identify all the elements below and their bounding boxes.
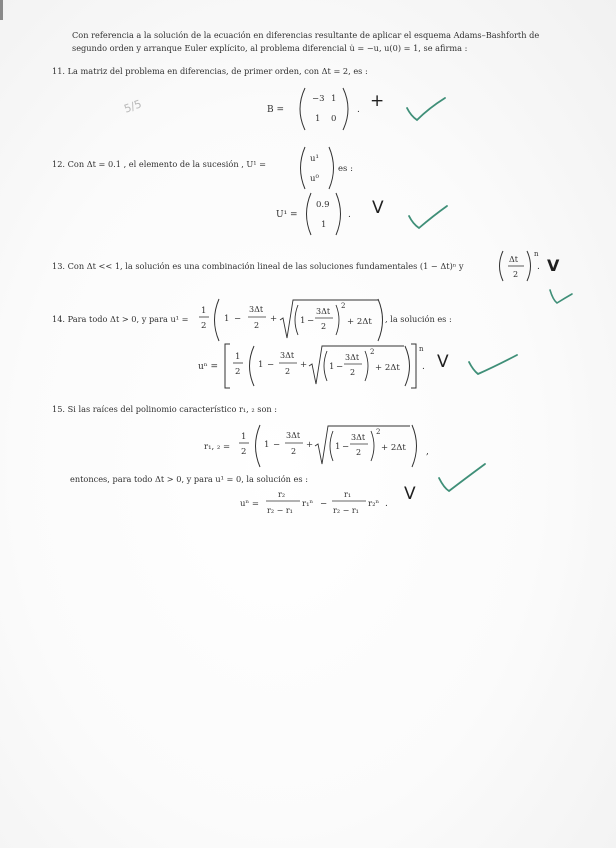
svg-text:−: − <box>342 442 350 452</box>
q11-handwritten-mark: + <box>370 91 385 111</box>
svg-text:1: 1 <box>201 306 207 316</box>
svg-text:3Δt: 3Δt <box>345 353 360 362</box>
svg-text:2: 2 <box>321 322 327 331</box>
svg-text:2: 2 <box>201 321 207 331</box>
svg-text:1: 1 <box>300 316 306 326</box>
svg-text:uⁿ =: uⁿ = <box>240 499 259 509</box>
pencil-score-note: 5/5 <box>122 97 144 116</box>
svg-text:r₂ⁿ: r₂ⁿ <box>368 499 380 509</box>
q14-check-icon <box>466 350 520 378</box>
intro-line-1: Con referencia a la solución de la ecuación en diferencias resultante de aplicar el esquema Adams–Bashforth de <box>72 30 540 40</box>
svg-text:1: 1 <box>224 314 230 324</box>
svg-text:3Δt: 3Δt <box>316 307 331 316</box>
svg-text:r₂ − r₁: r₂ − r₁ <box>267 506 293 515</box>
q13-sup: n <box>534 250 539 258</box>
svg-text:2: 2 <box>235 367 241 377</box>
q12-vec-top: u¹ <box>310 154 319 164</box>
svg-text:2: 2 <box>291 447 297 456</box>
svg-text:2: 2 <box>241 447 247 457</box>
q14-statement-start: 14. Para todo Δt > 0, y para u¹ = <box>52 314 189 324</box>
q15-solution-formula <box>240 486 396 520</box>
svg-text:r₁ⁿ: r₁ⁿ <box>302 499 314 509</box>
svg-text:−: − <box>307 316 315 326</box>
svg-text:r₂: r₂ <box>278 490 286 499</box>
svg-text:r₁, ₂ =: r₁, ₂ = <box>204 442 231 452</box>
svg-text:−: − <box>273 440 281 450</box>
q11-check-icon <box>403 94 449 126</box>
q11-m22: 0 <box>331 114 337 124</box>
svg-text:2: 2 <box>285 367 291 376</box>
q11-m12: 1 <box>331 94 337 104</box>
q15-check-icon <box>436 460 488 494</box>
svg-text:3Δt: 3Δt <box>286 431 301 440</box>
svg-text:r₁: r₁ <box>344 490 352 499</box>
svg-text:2: 2 <box>341 302 346 310</box>
svg-text:+ 2Δt: + 2Δt <box>381 443 406 453</box>
svg-text:3Δt: 3Δt <box>280 351 295 360</box>
q12-v-bot: 1 <box>321 220 327 230</box>
svg-text:+: + <box>300 360 308 370</box>
svg-text:+ 2Δt: + 2Δt <box>347 317 372 327</box>
svg-text:2: 2 <box>350 368 356 377</box>
q11-lhs: B = <box>267 105 285 115</box>
svg-text:−: − <box>336 362 344 372</box>
q13-statement: 13. Con Δt << 1, la solución es una combinación lineal de las soluciones fundamentales (1 − Δt)ⁿ y <box>52 261 464 271</box>
q14-initial-value-formula <box>196 296 386 344</box>
q11-statement: 11. La matriz del problema en diferencias, de primer orden, con Δt = 2, es : <box>52 66 368 76</box>
q13-frac-num: Δt <box>509 255 518 264</box>
svg-text:3Δt: 3Δt <box>351 433 366 442</box>
q12-check-icon <box>405 200 451 234</box>
svg-text:2: 2 <box>356 448 362 457</box>
q12-end: . <box>348 210 351 220</box>
q11-matrix <box>265 84 375 134</box>
q12-lhs: U¹ = <box>276 210 298 220</box>
q14-statement-end: , la solución es : <box>385 314 452 324</box>
svg-text:1: 1 <box>235 352 241 362</box>
q11-m11: −3 <box>312 94 325 104</box>
q11-m21: 1 <box>315 114 321 124</box>
svg-text:1: 1 <box>258 360 264 370</box>
svg-text:1: 1 <box>335 442 341 452</box>
q13-check-icon <box>547 286 575 308</box>
svg-text:n: n <box>419 345 424 353</box>
svg-text:+: + <box>306 440 314 450</box>
svg-text:−: − <box>320 499 328 509</box>
svg-text:1: 1 <box>241 432 247 442</box>
q12-vector-u <box>296 144 366 192</box>
svg-text:r₂ − r₁: r₂ − r₁ <box>333 506 359 515</box>
q13-frac-den: 2 <box>513 270 519 279</box>
svg-text:−: − <box>234 314 242 324</box>
svg-text:2: 2 <box>376 428 381 436</box>
q12-v-top: 0.9 <box>316 200 330 210</box>
svg-text:+ 2Δt: + 2Δt <box>375 363 400 373</box>
q13-fraction <box>496 248 548 286</box>
svg-text:,: , <box>426 447 429 457</box>
q13-handwritten-mark: V <box>547 256 560 275</box>
intro-line-2: segundo orden y arranque Euler explícito, al problema diferencial u̇ = −u, u(0) = 1, se afirma : <box>72 43 468 53</box>
svg-text:1: 1 <box>264 440 270 450</box>
q15-statement: 15. Si las raíces del polinomio característico r₁, ₂ son : <box>52 404 278 414</box>
svg-text:2: 2 <box>370 348 375 356</box>
q12-handwritten-mark: V <box>372 198 384 218</box>
svg-text:1: 1 <box>329 362 335 372</box>
svg-text:+: + <box>270 314 278 324</box>
q14-handwritten-mark: V <box>437 352 449 372</box>
svg-text:2: 2 <box>254 321 260 330</box>
svg-text:3Δt: 3Δt <box>249 305 264 314</box>
q14-solution-formula <box>198 342 434 390</box>
q12-statement: 12. Con Δt = 0.1 , el elemento de la sucesión , U¹ = <box>52 159 267 169</box>
q15-handwritten-mark: V <box>404 484 416 504</box>
svg-text:uⁿ =: uⁿ = <box>198 362 219 372</box>
scan-edge-shadow <box>0 0 3 20</box>
svg-text:.: . <box>385 499 388 509</box>
q15-then-statement: entonces, para todo Δt > 0, y para u¹ = 0, la solución es : <box>70 474 308 484</box>
q13-end: . <box>537 262 540 272</box>
svg-text:.: . <box>422 362 425 372</box>
q11-end: . <box>357 105 360 115</box>
q12-suffix: es : <box>338 164 353 174</box>
q12-answer-vector <box>276 190 366 238</box>
svg-text:−: − <box>267 360 275 370</box>
q15-roots-formula <box>204 422 436 470</box>
q12-vec-bot: u⁰ <box>310 174 319 184</box>
